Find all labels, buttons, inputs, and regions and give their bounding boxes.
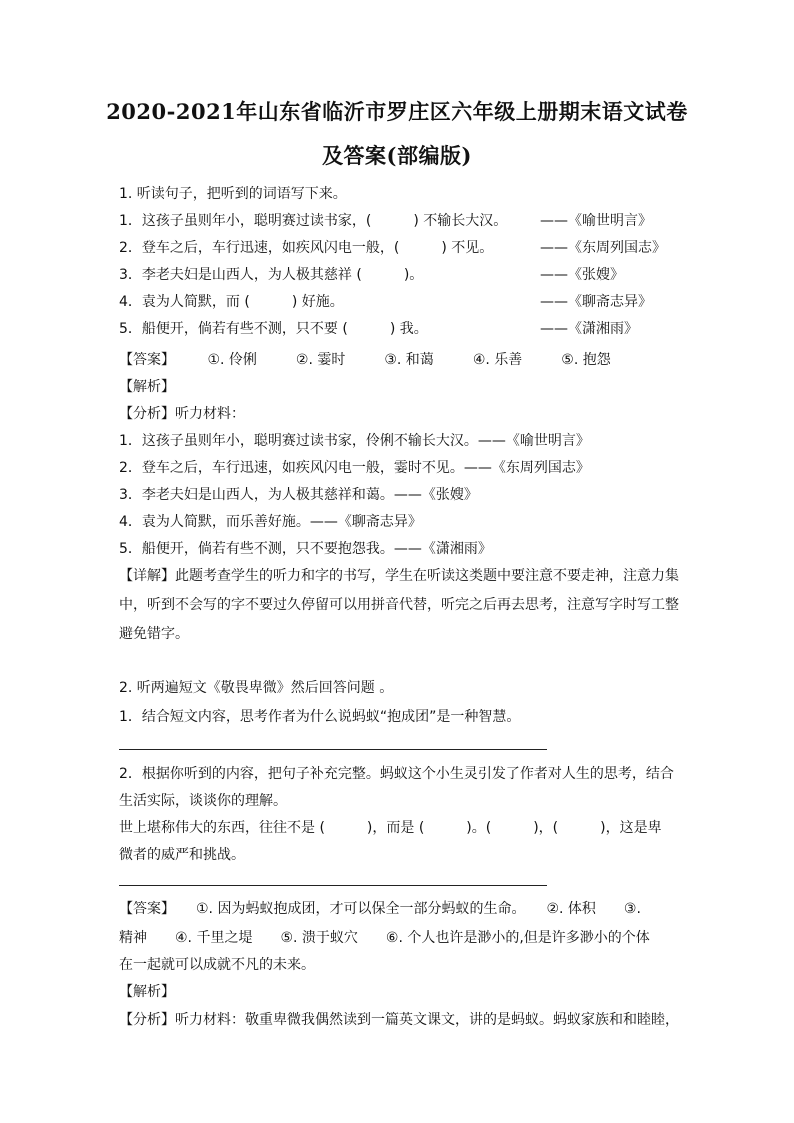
q1-item-3: 3．李老夫妇是山西人，为人极其慈祥 ( )。: [119, 267, 424, 283]
q1-item-5-source: ——《潇湘雨》: [540, 321, 638, 337]
q1-answer-3: ③. 和蔼: [384, 352, 434, 368]
q1-item-5: 5．船便开，倘若有些不测，只不要 ( ) 我。: [119, 321, 428, 337]
q2-sub2-line2: 生活实际，谈谈你的理解。: [119, 793, 287, 809]
q1-material-5: 5．船便开，倘若有些不测，只不要抱怨我。——《潇湘雨》: [119, 541, 492, 557]
q1-item-2: 2．登车之后，车行迅速，如疾风闪电一般，( ) 不见。: [119, 240, 494, 256]
q1-detail-line3: 避免错字。: [119, 626, 189, 642]
q2-analysis-fenxi: 【分析】听力材料：敬重卑微我偶然读到一篇英文课文，讲的是蚂蚁。蚂蚁家族和和睦睦，: [119, 1012, 679, 1028]
q1-answer-5: ⑤. 抱怨: [561, 352, 611, 368]
q1-item-1-source: ——《喻世明言》: [540, 213, 652, 229]
q1-analysis-fenxi: 【分析】听力材料：: [119, 406, 245, 422]
q2-sub1-answer-line: [119, 749, 547, 750]
q1-item-4: 4．袁为人简默，而 ( ) 好施。: [119, 294, 344, 310]
q2-sub1: 1．结合短文内容，思考作者为什么说蚂蚁“抱成团”是一种智慧。: [119, 709, 521, 725]
q1-item-1: 1．这孩子虽则年小，聪明赛过读书家，( ) 不输长大汉。: [119, 213, 508, 229]
document-title-line2: 及答案(部编版): [322, 143, 472, 168]
document-title-line1: 2020-2021年山东省临沂市罗庄区六年级上册期末语文试卷: [106, 99, 688, 124]
q1-answer-label: 【答案】: [119, 352, 175, 368]
q1-answer-2: ②. 霎时: [295, 352, 346, 368]
q1-detail-line2: 中，听到不会写的字不要过久停留可以用拼音代替，听完之后再去思考，注意写字时写工整: [119, 597, 679, 613]
q1-analysis-label: 【解析】: [119, 379, 175, 395]
q2-answer-line3: 在一起就可以成就不凡的未来。: [119, 957, 315, 973]
q1-item-2-source: ——《东周列国志》: [540, 240, 666, 256]
q1-material-1: 1．这孩子虽则年小，聪明赛过读书家，伶俐不输长大汉。——《喻世明言》: [119, 433, 590, 449]
q1-prompt: 1. 听读句子，把听到的词语写下来。: [119, 186, 347, 202]
q1-detail-line1: 【详解】此题考查学生的听力和字的书写，学生在听读这类题中要注意不要走神，注意力集: [119, 568, 679, 584]
q2-sub2-line3: 世上堪称伟大的东西，往往不是 ( )，而是 ( )。( )，( )，这是卑: [119, 820, 662, 836]
q2-sub2-line4: 微者的威严和挑战。: [119, 847, 245, 863]
q2-answer-line1: 【答案】 ①. 因为蚂蚁抱成团，才可以保全一部分蚂蚁的生命。 ②. 体积 ③.: [119, 901, 641, 917]
q1-answer-row: [119, 350, 611, 370]
q2-prompt: 2. 听两遍短文《敬畏卑微》然后回答问题 。: [119, 680, 394, 696]
q1-material-3: 3．李老夫妇是山西人，为人极其慈祥和蔼。——《张嫂》: [119, 487, 478, 503]
q2-analysis-label: 【解析】: [119, 984, 175, 1000]
q1-answer-4: ④. 乐善: [472, 352, 523, 368]
q2-sub2-answer-line: [119, 885, 547, 886]
q2-sub2-line1: 2．根据你听到的内容，把句子补充完整。蚂蚁这个小生灵引发了作者对人生的思考，结合: [119, 766, 674, 782]
q1-answer-1: ①. 伶俐: [207, 352, 257, 368]
q1-material-2: 2．登车之后，车行迅速，如疾风闪电一般，霎时不见。——《东周列国志》: [119, 460, 590, 476]
q1-item-3-source: ——《张嫂》: [540, 267, 624, 283]
q1-material-4: 4．袁为人简默，而乐善好施。——《聊斋志异》: [119, 514, 422, 530]
q2-answer-line2: 精神 ④. 千里之堤 ⑤. 溃于蚁穴 ⑥. 个人也许是渺小的,但是许多渺小的个体: [119, 930, 650, 946]
q1-item-4-source: ——《聊斋志异》: [540, 294, 652, 310]
